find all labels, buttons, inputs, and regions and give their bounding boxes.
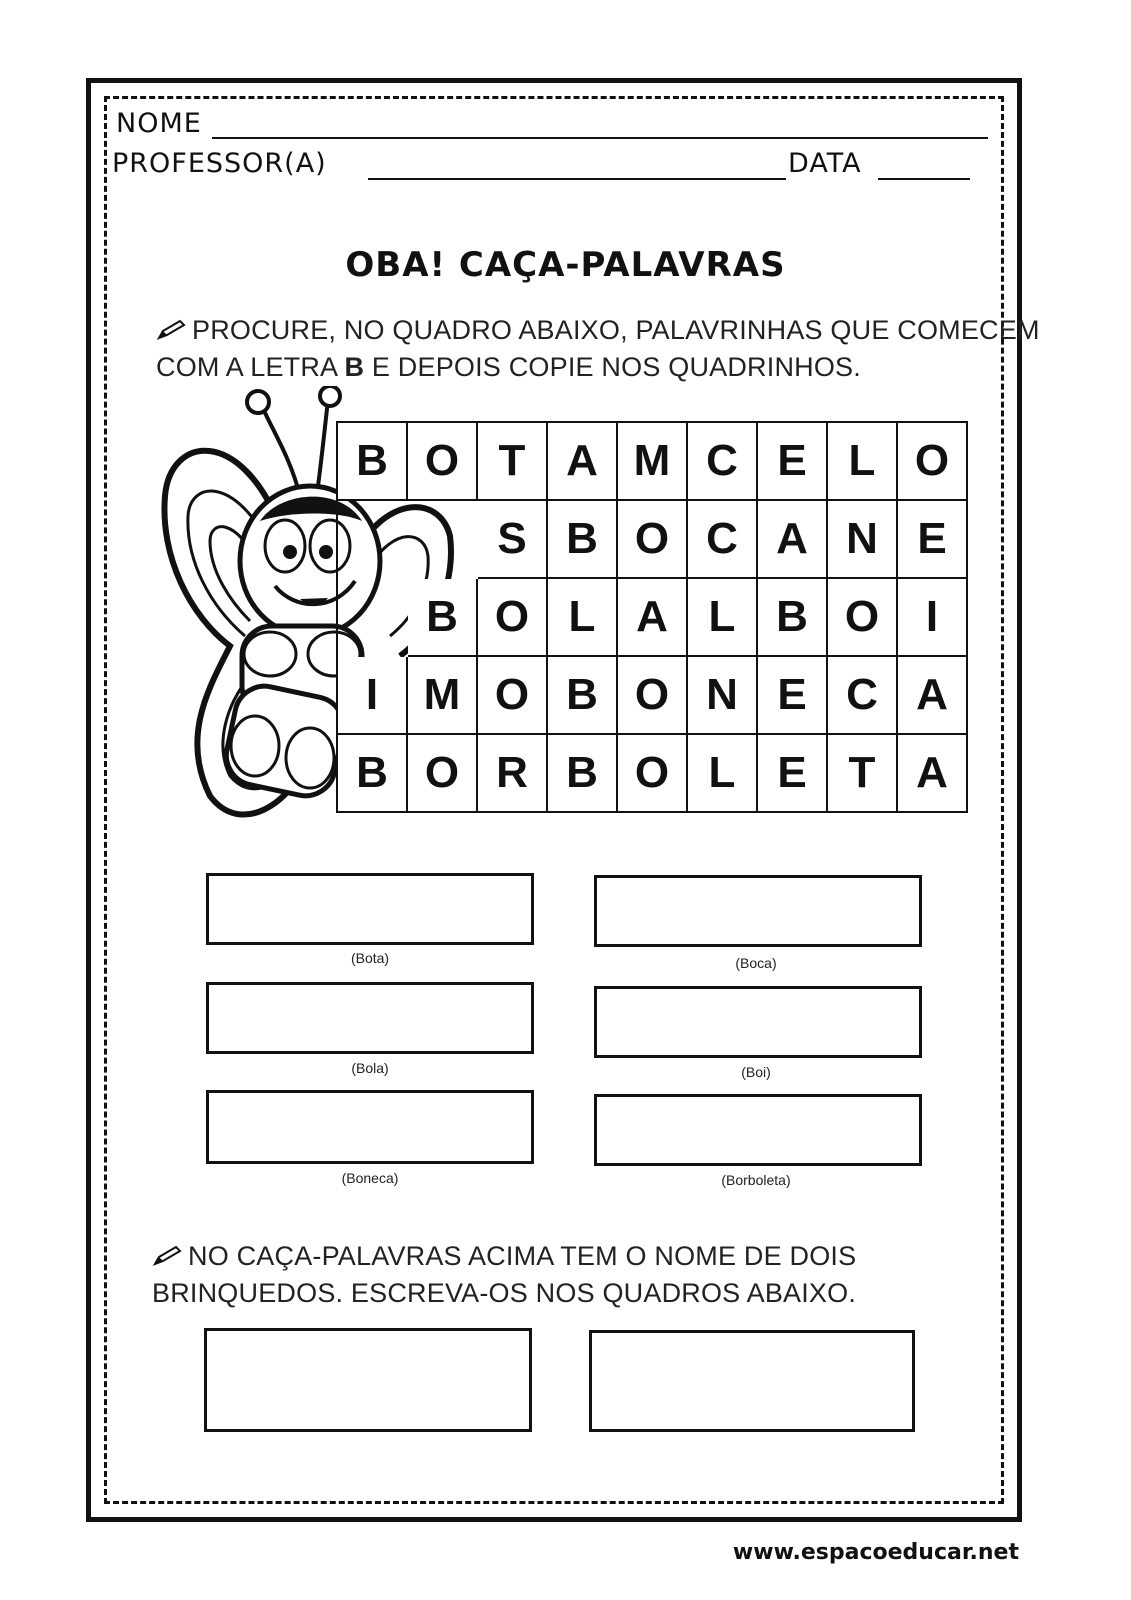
grid-cell: N <box>828 501 898 579</box>
answer-box-boi[interactable] <box>594 986 922 1058</box>
page-title: OBA! CAÇA-PALAVRAS <box>345 245 786 285</box>
caption-boca: (Boca) <box>735 955 777 971</box>
name-field[interactable] <box>212 137 988 139</box>
instruction-1 <box>156 312 1040 386</box>
teacher-label: PROFESSOR(A) <box>112 148 327 179</box>
grid-cell: A <box>898 657 968 735</box>
grid-cell: B <box>338 735 408 813</box>
grid-cell <box>338 579 408 657</box>
grid-cell: B <box>408 579 478 657</box>
grid-cell <box>408 501 478 579</box>
grid-cell: A <box>548 423 618 501</box>
grid-cell: O <box>828 579 898 657</box>
caption-borboleta: (Borboleta) <box>721 1172 791 1188</box>
grid-cell: L <box>688 735 758 813</box>
caption-boneca: (Boneca) <box>341 1170 399 1186</box>
grid-cell: O <box>478 657 548 735</box>
grid-cell: O <box>408 423 478 501</box>
grid-cell: L <box>828 423 898 501</box>
grid-cell: S <box>478 501 548 579</box>
toy-answer-box-1[interactable] <box>204 1328 532 1432</box>
grid-cell: B <box>338 423 408 501</box>
instruction-2-line-1: NO CAÇA-PALAVRAS ACIMA TEM O NOME DE DOIS <box>188 1241 857 1271</box>
date-label: DATA <box>788 148 862 179</box>
toy-answer-box-2[interactable] <box>589 1330 915 1432</box>
grid-cell: I <box>338 657 408 735</box>
grid-cell: C <box>688 423 758 501</box>
grid-cell: E <box>758 657 828 735</box>
grid-cell: L <box>688 579 758 657</box>
pencil-icon <box>152 1245 182 1267</box>
pencil-icon <box>156 319 186 341</box>
grid-cell: B <box>548 735 618 813</box>
grid-cell: C <box>688 501 758 579</box>
word-search-grid <box>336 421 968 813</box>
teacher-field[interactable] <box>368 178 786 180</box>
footer-url: www.espacoeducar.net <box>732 1540 1019 1565</box>
grid-cell: B <box>548 501 618 579</box>
name-label: NOME <box>116 108 202 139</box>
answer-box-bota[interactable] <box>206 873 534 945</box>
grid-cell: A <box>758 501 828 579</box>
instruction-2-line-2: BRINQUEDOS. ESCREVA-OS NOS QUADROS ABAIXO. <box>152 1278 857 1308</box>
grid-cell: I <box>898 579 968 657</box>
grid-cell: N <box>688 657 758 735</box>
instruction-1-line-2-start: COM A LETRA <box>156 352 345 382</box>
grid-cell: E <box>898 501 968 579</box>
grid-cell: O <box>618 735 688 813</box>
date-field[interactable] <box>878 178 970 180</box>
grid-cell: O <box>618 501 688 579</box>
grid-cell: C <box>828 657 898 735</box>
instruction-1-letter: B <box>344 352 365 382</box>
grid-cell: R <box>478 735 548 813</box>
instruction-2 <box>152 1238 856 1312</box>
grid-cell: O <box>898 423 968 501</box>
grid-cell: B <box>758 579 828 657</box>
answer-box-boneca[interactable] <box>206 1090 534 1164</box>
grid-cell: E <box>758 735 828 813</box>
answer-box-boca[interactable] <box>594 875 922 947</box>
grid-cell: O <box>408 735 478 813</box>
grid-cell: L <box>548 579 618 657</box>
grid-cell: M <box>408 657 478 735</box>
grid-cell <box>338 501 408 579</box>
answer-box-bola[interactable] <box>206 982 534 1054</box>
grid-cell: B <box>548 657 618 735</box>
answer-box-borboleta[interactable] <box>594 1094 922 1166</box>
grid-cell: T <box>828 735 898 813</box>
instruction-1-line-2-end: E DEPOIS COPIE NOS QUADRINHOS. <box>364 352 861 382</box>
instruction-1-line-1: PROCURE, NO QUADRO ABAIXO, PALAVRINHAS QUE COMECEM <box>192 315 1040 345</box>
grid-cell: A <box>618 579 688 657</box>
grid-cell: E <box>758 423 828 501</box>
caption-bota: (Bota) <box>350 950 390 966</box>
caption-bola: (Bola) <box>351 1060 389 1076</box>
grid-cell: M <box>618 423 688 501</box>
grid-cell: A <box>898 735 968 813</box>
grid-cell: O <box>618 657 688 735</box>
caption-boi: (Boi) <box>741 1064 771 1080</box>
grid-cell: T <box>478 423 548 501</box>
grid-cell: O <box>478 579 548 657</box>
